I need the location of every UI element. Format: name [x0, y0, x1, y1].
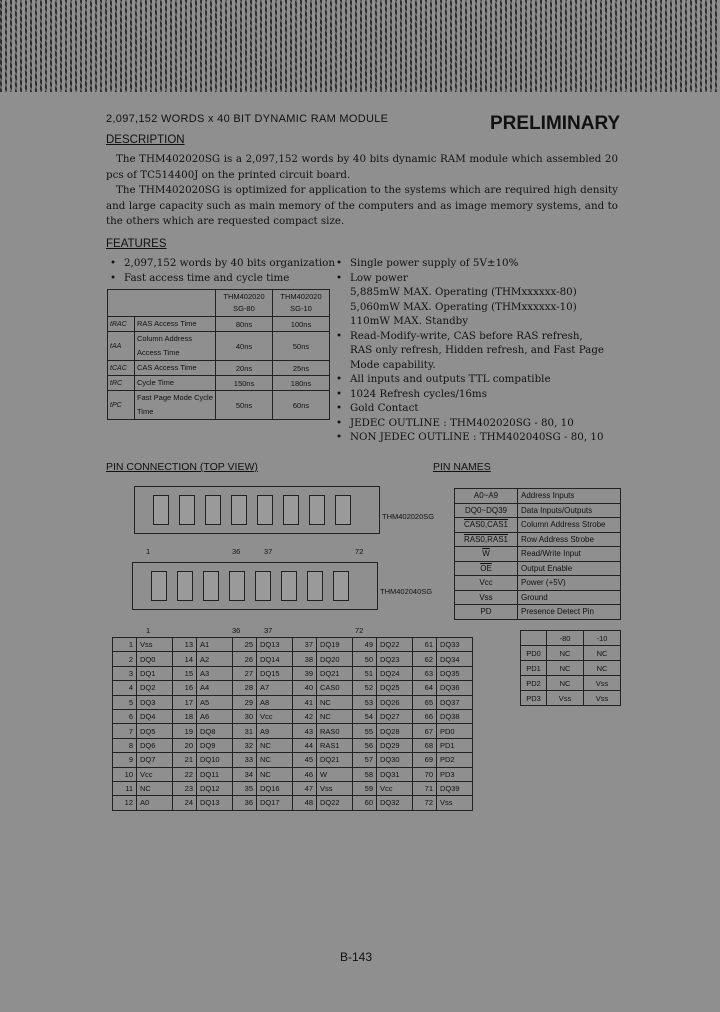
- dram-chip: [335, 495, 351, 525]
- pin-number: 18: [173, 709, 197, 723]
- pin-mark: 1: [146, 626, 151, 635]
- pin-signal: DQ25: [377, 681, 413, 695]
- pin-number: 30: [233, 709, 257, 723]
- pin-row: [113, 666, 473, 680]
- pin-signal: DQ9: [197, 738, 233, 752]
- pin-signal: DQ34: [437, 652, 473, 666]
- pin-number: 23: [173, 781, 197, 795]
- dram-chip: [309, 495, 325, 525]
- pd-col-head: -80: [547, 631, 584, 646]
- pin-signal: RAS1: [317, 738, 353, 752]
- pin-mark: 1: [146, 547, 151, 556]
- pin-number: 6: [113, 709, 137, 723]
- pin-signal: NC: [257, 738, 293, 752]
- pin-number: 24: [173, 796, 197, 810]
- pin-number: 21: [173, 753, 197, 767]
- pin-signal: DQ16: [257, 781, 293, 795]
- pin-signal: DQ13: [257, 638, 293, 652]
- pd-row: PD1 NC NC: [521, 661, 621, 676]
- pin-signal: A7: [257, 681, 293, 695]
- feature-item: • 1024 Refresh cycles/16ms: [336, 387, 487, 400]
- dram-chip: [283, 495, 299, 525]
- pin-number: 48: [293, 796, 317, 810]
- pin-signal: DQ22: [317, 796, 353, 810]
- feature-item: • JEDEC OUTLINE : THM402020SG - 80, 10: [336, 416, 574, 429]
- pin-number: 43: [293, 724, 317, 738]
- dram-chip: [179, 495, 195, 525]
- pin-signal: DQ35: [437, 666, 473, 680]
- page-number: B-143: [340, 950, 373, 964]
- preliminary-label: PRELIMINARY: [490, 113, 621, 134]
- timing-col-head: THM402020 SG-10: [273, 290, 330, 317]
- pin-signal: DQ22: [377, 638, 413, 652]
- pin-number: 4: [113, 681, 137, 695]
- feature-item: RAS only refresh, Hidden refresh, and Fast Page: [350, 344, 604, 356]
- pin-mark: 36: [232, 626, 241, 635]
- pin-signal: Vss: [317, 781, 353, 795]
- pin-number: 28: [233, 681, 257, 695]
- pin-mark: 37: [264, 626, 273, 635]
- pin-row: [113, 796, 473, 810]
- pin-signal: DQ4: [137, 709, 173, 723]
- pin-number: 35: [233, 781, 257, 795]
- feature-item: 5,060mW MAX. Operating (THMxxxxxx-10): [350, 300, 577, 313]
- dram-chip: [205, 495, 221, 525]
- pin-mark: 37: [264, 547, 273, 556]
- pin-number: 61: [413, 638, 437, 652]
- feature-item: Mode capability.: [350, 358, 436, 371]
- description-paragraph-2: The THM402020SG is optimized for application to the systems which are required high density and large capacity such as main memory of the computers and as image memory systems, and to the others which are requested compact size.: [106, 184, 618, 227]
- pin-signal: DQ1: [137, 666, 173, 680]
- timing-row: tAA Column Address Access Time 40ns 50ns: [108, 332, 330, 361]
- pin-number: 25: [233, 638, 257, 652]
- feature-item: • All inputs and outputs TTL compatible: [336, 373, 551, 385]
- pin-signal: DQ13: [197, 796, 233, 810]
- pin-signal: DQ7: [137, 753, 173, 767]
- pin-signal: DQ36: [437, 681, 473, 695]
- pin-number: 2: [113, 652, 137, 666]
- pin-number: 31: [233, 724, 257, 738]
- timing-table-corner: [108, 290, 216, 317]
- pin-number: 67: [413, 724, 437, 738]
- pin-number: 66: [413, 709, 437, 723]
- pin-number: 51: [353, 666, 377, 680]
- pin-name-row: DQ0~DQ39 Data Inputs/Outputs: [455, 503, 621, 518]
- pin-signal: PD1: [437, 738, 473, 752]
- pin-number: 5: [113, 695, 137, 709]
- pin-signal: DQ27: [377, 709, 413, 723]
- pin-number: 44: [293, 738, 317, 752]
- pin-row: [113, 724, 473, 738]
- pin-signal: A9: [257, 724, 293, 738]
- description-paragraph-1: The THM402020SG is a 2,097,152 words by 40 bits dynamic RAM module which assembled 20 pcs of TC514400J on the printed circuit board.: [106, 153, 618, 181]
- pin-signal: A2: [197, 652, 233, 666]
- pin-number: 34: [233, 767, 257, 781]
- pin-signal: DQ21: [317, 753, 353, 767]
- pin-mark: 72: [355, 626, 364, 635]
- pin-signal: NC: [137, 781, 173, 795]
- pin-number: 53: [353, 695, 377, 709]
- pin-signal: DQ28: [377, 724, 413, 738]
- module-1-label: THM402020SG: [382, 512, 435, 521]
- dram-chip: [255, 571, 271, 601]
- pin-number: 9: [113, 753, 137, 767]
- pin-name-row: CAS0,CAS1 Column Address Strobe: [455, 518, 621, 533]
- pin-number: 42: [293, 709, 317, 723]
- pin-name-row: Vcc Power (+5V): [455, 576, 621, 591]
- timing-row: tCAC CAS Access Time 20ns 25ns: [108, 361, 330, 376]
- timing-row: tRAC RAS Access Time 80ns 100ns: [108, 317, 330, 332]
- pin-signal: A3: [197, 666, 233, 680]
- pin-name-row: RAS0,RAS1 Row Address Strobe: [455, 532, 621, 547]
- pin-signal: DQ39: [437, 781, 473, 795]
- pin-signal: NC: [317, 709, 353, 723]
- pin-row: [113, 638, 473, 652]
- pin-number: 62: [413, 652, 437, 666]
- features-left-list: [110, 256, 335, 285]
- pin-number: 69: [413, 753, 437, 767]
- document-title: 2,097,152 WORDS x 40 BIT DYNAMIC RAM MODULE: [106, 113, 389, 125]
- timing-table: [107, 289, 330, 420]
- pin-signal: Vss: [437, 796, 473, 810]
- pin-number: 52: [353, 681, 377, 695]
- pin-number: 19: [173, 724, 197, 738]
- pin-number: 13: [173, 638, 197, 652]
- timing-row: tRC Cycle Time 150ns 180ns: [108, 376, 330, 391]
- pin-mark: 36: [232, 547, 241, 556]
- pin-signal: DQ2: [137, 681, 173, 695]
- pin-signal: DQ11: [197, 767, 233, 781]
- pin-number: 26: [233, 652, 257, 666]
- pin-number: 7: [113, 724, 137, 738]
- pin-number: 58: [353, 767, 377, 781]
- pin-signal: DQ32: [377, 796, 413, 810]
- dram-chip: [153, 495, 169, 525]
- pin-signal: DQ33: [437, 638, 473, 652]
- pin-number: 40: [293, 681, 317, 695]
- pin-signal: A1: [197, 638, 233, 652]
- pin-number: 1: [113, 638, 137, 652]
- pin-signal: DQ20: [317, 652, 353, 666]
- dram-chip: [231, 495, 247, 525]
- pin-signal: DQ5: [137, 724, 173, 738]
- pin-row: [113, 681, 473, 695]
- pin-signal: PD0: [437, 724, 473, 738]
- pin-number: 70: [413, 767, 437, 781]
- pin-signal: NC: [317, 695, 353, 709]
- pin-number: 55: [353, 724, 377, 738]
- module-2-label: THM402040SG: [380, 587, 433, 596]
- pin-number: 11: [113, 781, 137, 795]
- timing-col-head: THM402020 SG-80: [216, 290, 273, 317]
- pin-number: 63: [413, 666, 437, 680]
- module-diagram-1: [134, 486, 380, 534]
- pin-name-row: $\overline{W}$ Read/Write Input: [455, 547, 621, 562]
- pin-number: 8: [113, 738, 137, 752]
- pin-row: [113, 695, 473, 709]
- pin-signal: DQ38: [437, 709, 473, 723]
- dram-chip: [151, 571, 167, 601]
- dram-chip: [257, 495, 273, 525]
- pin-number: 22: [173, 767, 197, 781]
- pin-number: 64: [413, 681, 437, 695]
- pin-signal: CAS0: [317, 681, 353, 695]
- pin-connection-heading: PIN CONNECTION (TOP VIEW): [106, 461, 258, 473]
- pin-number: 59: [353, 781, 377, 795]
- feature-item: 5,885mW MAX. Operating (THMxxxxxx-80): [350, 286, 577, 298]
- feature-item: • Read-Modify-write, CAS before RAS refresh,: [336, 329, 583, 342]
- pin-signal: DQ31: [377, 767, 413, 781]
- pin-signal: DQ6: [137, 738, 173, 752]
- pin-signal: DQ12: [197, 781, 233, 795]
- pin-number: 49: [353, 638, 377, 652]
- pin-number: 3: [113, 666, 137, 680]
- pin-signal: DQ17: [257, 796, 293, 810]
- pd-corner: [521, 631, 547, 646]
- pin-number: 41: [293, 695, 317, 709]
- pin-signal: DQ15: [257, 666, 293, 680]
- pin-signal: W: [317, 767, 353, 781]
- feature-item: • Gold Contact: [336, 402, 419, 414]
- pin-signal: DQ30: [377, 753, 413, 767]
- pin-number: 14: [173, 652, 197, 666]
- timing-row: tPC Fast Page Mode Cycle Time 50ns 60ns: [108, 391, 330, 420]
- pin-signal: PD3: [437, 767, 473, 781]
- pin-signal: A5: [197, 695, 233, 709]
- pd-col-head: -10: [584, 631, 621, 646]
- pin-number: 60: [353, 796, 377, 810]
- pin-signal: Vcc: [377, 781, 413, 795]
- pin-signal: A0: [137, 796, 173, 810]
- pin-signal: DQ10: [197, 753, 233, 767]
- pin-number: 50: [353, 652, 377, 666]
- pin-number: 29: [233, 695, 257, 709]
- pin-number: 36: [233, 796, 257, 810]
- pin-signal: A4: [197, 681, 233, 695]
- pin-number: 39: [293, 666, 317, 680]
- pin-number: 27: [233, 666, 257, 680]
- pin-signal: DQ21: [317, 666, 353, 680]
- pin-signal: RAS0: [317, 724, 353, 738]
- pin-signal: DQ8: [197, 724, 233, 738]
- dram-chip: [229, 571, 245, 601]
- pin-signal: DQ19: [317, 638, 353, 652]
- description-text: [106, 152, 618, 230]
- pin-signal: DQ0: [137, 652, 173, 666]
- pin-number: 71: [413, 781, 437, 795]
- pin-number: 32: [233, 738, 257, 752]
- scan-noise-overlay: [0, 0, 720, 92]
- pin-signal: DQ24: [377, 666, 413, 680]
- dram-chip: [203, 571, 219, 601]
- pin-row: [113, 652, 473, 666]
- pin-number: 46: [293, 767, 317, 781]
- pin-row: [113, 767, 473, 781]
- pin-number: 16: [173, 681, 197, 695]
- features-right-list: [336, 256, 604, 445]
- pin-signal: DQ23: [377, 652, 413, 666]
- pin-signal: A8: [257, 695, 293, 709]
- feature-item: 110mW MAX. Standby: [350, 315, 469, 327]
- pin-signal: DQ26: [377, 695, 413, 709]
- pin-number: 15: [173, 666, 197, 680]
- pin-name-row: A0~A9 Address Inputs: [455, 489, 621, 504]
- pin-number: 57: [353, 753, 377, 767]
- dram-chip: [307, 571, 323, 601]
- pin-signal: Vcc: [257, 709, 293, 723]
- dram-chip: [281, 571, 297, 601]
- pin-signal: A6: [197, 709, 233, 723]
- dram-chip: [177, 571, 193, 601]
- pin-name-row: Vss Ground: [455, 590, 621, 605]
- feature-item: • NON JEDEC OUTLINE : THM402040SG - 80, 10: [336, 431, 604, 443]
- pin-number: 65: [413, 695, 437, 709]
- pin-number: 72: [413, 796, 437, 810]
- pin-number: 12: [113, 796, 137, 810]
- pin-signal: PD2: [437, 753, 473, 767]
- pin-signal: Vss: [137, 638, 173, 652]
- pin-number: 47: [293, 781, 317, 795]
- pin-row: [113, 753, 473, 767]
- feature-item: • Single power supply of 5V±10%: [336, 257, 519, 269]
- pin-signal: NC: [257, 753, 293, 767]
- pin-number: 37: [293, 638, 317, 652]
- pin-signal: DQ3: [137, 695, 173, 709]
- feature-item: • Fast access time and cycle time: [110, 271, 290, 284]
- pin-signal: NC: [257, 767, 293, 781]
- feature-item: • Low power: [336, 271, 408, 284]
- pin-number: 17: [173, 695, 197, 709]
- pin-number: 54: [353, 709, 377, 723]
- presence-detect-table: [520, 630, 621, 706]
- feature-item: • 2,097,152 words by 40 bits organization: [110, 257, 336, 269]
- pin-name-row: PD Presence Detect Pin: [455, 605, 621, 620]
- description-heading: DESCRIPTION: [106, 134, 185, 146]
- pin-names-heading: PIN NAMES: [433, 461, 491, 473]
- pin-signal: DQ37: [437, 695, 473, 709]
- pin-signal: DQ29: [377, 738, 413, 752]
- pin-number: 45: [293, 753, 317, 767]
- pin-number: 56: [353, 738, 377, 752]
- pin-signal: Vcc: [137, 767, 173, 781]
- pd-row: PD3 Vss Vss: [521, 691, 621, 706]
- pin-row: [113, 781, 473, 795]
- pin-row: [113, 709, 473, 723]
- pin-number: 38: [293, 652, 317, 666]
- pd-row: PD0 NC NC: [521, 646, 621, 661]
- pin-number: 33: [233, 753, 257, 767]
- pd-row: PD2 NC Vss: [521, 676, 621, 691]
- pin-name-row: $\overline{OE}$ Output Enable: [455, 561, 621, 576]
- pin-number: 10: [113, 767, 137, 781]
- dram-chip: [333, 571, 349, 601]
- pin-number: 20: [173, 738, 197, 752]
- pin-number: 68: [413, 738, 437, 752]
- pin-connection-table: [112, 637, 473, 811]
- pin-signal: DQ14: [257, 652, 293, 666]
- pin-mark: 72: [355, 547, 364, 556]
- pin-names-table: [454, 488, 621, 620]
- features-heading: FEATURES: [106, 238, 167, 250]
- module-diagram-2: [132, 562, 378, 610]
- pin-row: [113, 738, 473, 752]
